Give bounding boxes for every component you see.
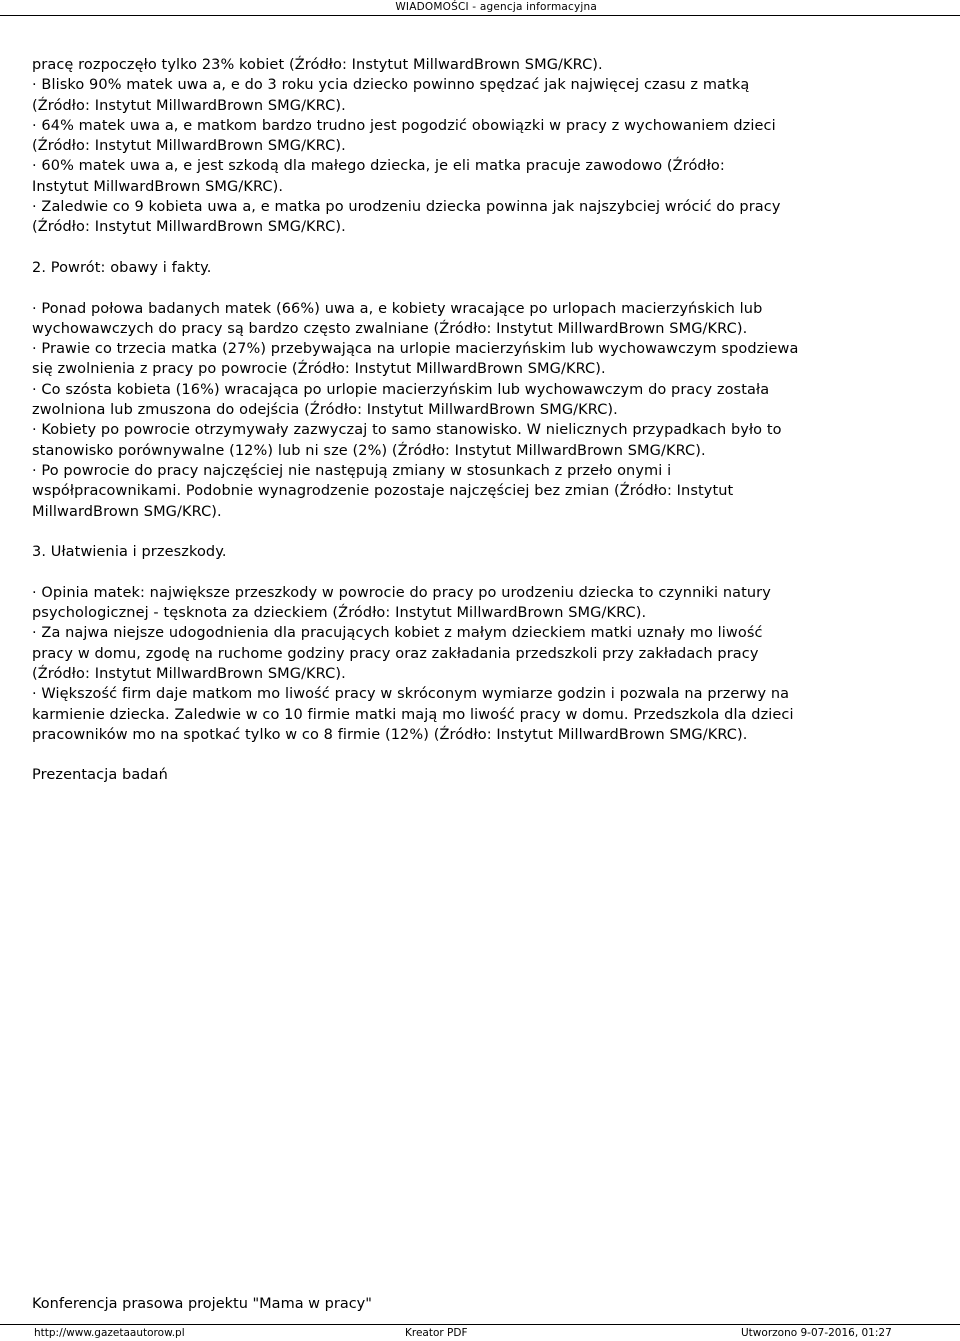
text-line: · 60% matek uwa a, e jest szkodą dla małego dziecka, je eli matka pracuje zawodowo (Źródło: xyxy=(32,158,725,175)
text-line: się zwolnienia z pracy po powrocie (Źródło: Instytut MillwardBrown SMG/KRC). xyxy=(32,361,606,378)
footer-generator: Kreator PDF xyxy=(405,1327,468,1339)
text-line: wychowawczych do pracy są bardzo często zwalniane (Źródło: Instytut MillwardBrown SMG/KRC). xyxy=(32,320,748,337)
header-title: WIADOMOŚCI - agencja informacyjna xyxy=(395,1,597,13)
text-line: współpracownikami. Podobnie wynagrodzenie pozostaje najczęściej bez zmian (Źródło: Instytut xyxy=(32,483,734,500)
presentation-label: Prezentacja badań xyxy=(32,767,168,784)
conference-note: Konferencja prasowa projektu "Mama w pracy" xyxy=(32,1296,372,1312)
text-line: (Źródło: Instytut MillwardBrown SMG/KRC). xyxy=(32,138,346,155)
text-line: (Źródło: Instytut MillwardBrown SMG/KRC). xyxy=(32,97,346,114)
page-footer xyxy=(0,1324,960,1341)
text-line: · Blisko 90% matek uwa a, e do 3 roku ycia dziecko powinno spędzać jak najwięcej czasu z matką xyxy=(32,77,750,94)
text-line: · Po powrocie do pracy najczęściej nie następują zmiany w stosunkach z przeło onymi i xyxy=(32,462,672,479)
paragraph-gap xyxy=(32,745,932,765)
paragraph-gap xyxy=(32,238,932,258)
text-line: pracy w domu, zgodę na ruchome godziny pracy oraz zakładania przedszkoli przy zakładach pracy xyxy=(32,645,759,662)
section-heading: 2. Powrót: obawy i fakty. xyxy=(32,259,212,276)
text-line: · Zaledwie co 9 kobieta uwa a, e matka po urodzeniu dziecka powinna jak najszybciej wrócić do pracy xyxy=(32,199,781,216)
text-line: · Co szósta kobieta (16%) wracająca po urlopie macierzyńskim lub wychowawczym do pracy została xyxy=(32,381,770,398)
text-line: karmienie dziecka. Zaledwie w co 10 firmie matki mają mo liwość pracy w domu. Przedszkola dla dzieci xyxy=(32,706,794,723)
text-line: · Większość firm daje matkom mo liwość pracy w skróconym wymiarze godzin i pozwala na przerwy na xyxy=(32,686,790,703)
text-line: · Prawie co trzecia matka (27%) przebywająca na urlopie macierzyńskim lub wychowawczym spodziewa xyxy=(32,341,799,358)
text-line: Instytut MillwardBrown SMG/KRC). xyxy=(32,178,284,195)
footer-url: http://www.gazetaautorow.pl xyxy=(34,1327,185,1339)
text-line: psychologicznej - tęsknota za dzieckiem (Źródło: Instytut MillwardBrown SMG/KRC). xyxy=(32,605,647,622)
page-header xyxy=(0,0,960,16)
paragraph-gap xyxy=(32,278,932,298)
text-line: · Kobiety po powrocie otrzymywały zazwyczaj to samo stanowisko. W nielicznych przypadkach było to xyxy=(32,422,782,439)
text-line: · 64% matek uwa a, e matkom bardzo trudno jest pogodzić obowiązki w pracy z wychowaniem dzieci xyxy=(32,117,776,134)
text-line: zwolniona lub zmuszona do odejścia (Źródło: Instytut MillwardBrown SMG/KRC). xyxy=(32,402,618,419)
article-body xyxy=(32,55,932,786)
text-line: · Opinia matek: największe przeszkody w powrocie do pracy po urodzeniu dziecka to czynniki natury xyxy=(32,584,771,601)
text-line: pracowników mo na spotkać tylko w co 8 firmie (12%) (Źródło: Instytut MillwardBrown SMG/KRC). xyxy=(32,726,748,743)
paragraph-gap xyxy=(32,562,932,582)
header-divider xyxy=(0,15,960,16)
section-heading: 3. Ułatwienia i przeszkody. xyxy=(32,544,227,561)
text-line: (Źródło: Instytut MillwardBrown SMG/KRC). xyxy=(32,219,346,236)
text-line: MillwardBrown SMG/KRC). xyxy=(32,503,222,520)
text-line: · Ponad połowa badanych matek (66%) uwa a, e kobiety wracające po urlopach macierzyńskich lub xyxy=(32,300,763,317)
text-line: pracę rozpoczęło tylko 23% kobiet (Źródło: Instytut MillwardBrown SMG/KRC). xyxy=(32,57,603,73)
footer-divider xyxy=(0,1324,960,1325)
text-line: stanowisko porównywalne (12%) lub ni sze (2%) (Źródło: Instytut MillwardBrown SMG/KRC). xyxy=(32,442,706,459)
text-line: (Źródło: Instytut MillwardBrown SMG/KRC). xyxy=(32,665,346,682)
footer-created-date: Utworzono 9-07-2016, 01:27 xyxy=(741,1327,892,1339)
text-line: · Za najwa niejsze udogodnienia dla pracujących kobiet z małym dzieckiem matki uznały mo liwość xyxy=(32,625,763,642)
paragraph-gap xyxy=(32,522,932,542)
